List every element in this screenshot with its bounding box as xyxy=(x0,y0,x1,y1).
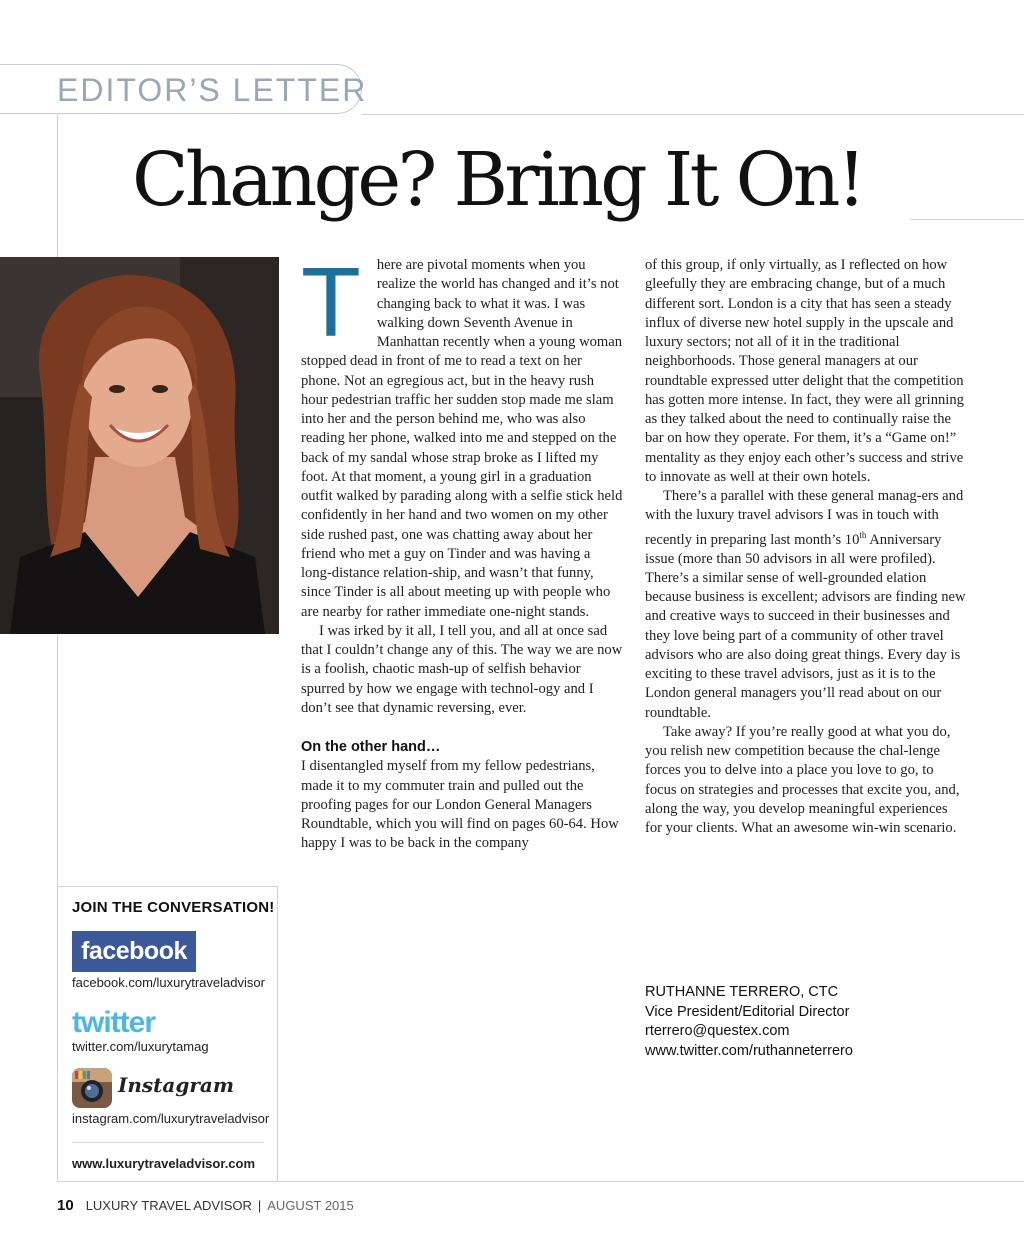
headline-rule xyxy=(910,219,1024,220)
page-footer xyxy=(57,1197,354,1214)
instagram-link[interactable]: instagram.com/luxurytraveladvisor xyxy=(72,1111,270,1126)
social-divider xyxy=(72,1142,264,1143)
article-text: There’s a parallel with these general manag-ers and with the luxury travel advisors I was in touch with recently in preparing last month’s 10 xyxy=(645,488,964,548)
website-link[interactable]: www.luxurytraveladvisor.com xyxy=(72,1156,256,1171)
author-twitter-link[interactable]: www.twitter.com/ruthanneterrero xyxy=(645,1042,853,1059)
social-box-right-rule xyxy=(277,886,278,1182)
publication-name: LUXURY TRAVEL ADVISOR xyxy=(85,1198,252,1213)
facebook-link[interactable]: facebook.com/luxurytraveladvisor xyxy=(72,975,265,990)
facebook-logo[interactable]: facebook xyxy=(72,931,196,972)
section-label: EDITOR’S LETTER xyxy=(57,72,368,108)
article-paragraph: here are pivotal moments when you realize the world has changed and it’s not changing back to what it was. I was walking down Seventh Avenue in Manhattan recently when a young woman stopped dead in front of me to read a text on her phone. Not an egregious act, but in the heavy rush hour pedestrian traffic her sudden stop made me slam into her and the person behind me, who was also reading her phone, walked into me and stepped on the back of my sandal whose strap broke as I lifted my foot. At that moment, a young girl in a graduation outfit walked by parading along with a selfie stick held confidently in her hand and two women on my other side rushed past, one was chatting away about her friend who met a guy on Tinder and was having a long-distance relation-ship, and wasn’t that funny, since Tinder is all about meeting up with people who are nearby for rather immediate one-night stands. xyxy=(301,257,623,620)
article-paragraph: I disentangled myself from my fellow pedestrians, made it to my commuter train and pulled out the proofing pages for our London General Managers Roundtable, which you will find on pages 60-64. How happy I was to be back in the company xyxy=(301,758,619,852)
instagram-logo[interactable]: Instagram xyxy=(118,1073,234,1097)
camera-icon xyxy=(72,1068,112,1108)
author-title: Vice President/Editorial Director xyxy=(645,1003,850,1020)
article-paragraph: of this group, if only virtually, as I reflected on how gleefully they are embracing change, but of a much different sort. London is a city that has seen a steady influx of diverse new hotel supply in the upscale and luxury sectors; not all of it in the traditional neighborhoods. Those general managers at our roundtable expressed utter delight that the competition has gotten more intense. In fact, they were all grinning as they talked about the need to continually raise the bar on how they operate. For them, it’s a “Game on!” mentality as they enjoy each other’s success and strive to innovate as well at their own hotels. xyxy=(645,257,964,485)
social-box-top-rule xyxy=(58,886,278,887)
editor-photo xyxy=(0,257,279,634)
author-signature xyxy=(645,983,853,1061)
article-text: Anniversary issue (more than 50 advisors in all were profiled). There’s a similar sense of well-grounded elation because business is excellent; advisors are finding new and creative ways to succeed in their businesses and they love being part of a community of other travel advisors who are also doing great things. Every day is exciting to these travel advisors, just as it is to the London general managers you’ll read about on our roundtable. xyxy=(645,531,966,721)
twitter-link[interactable]: twitter.com/luxurytamag xyxy=(72,1039,209,1054)
instagram-icon[interactable] xyxy=(72,1068,112,1108)
article-paragraph: I was irked by it all, I tell you, and all at once sad that I couldn’t change any of this. The way we are now is a foolish, chaotic mash-up of selfish behavior spurred by how we engage with technol-ogy and I don’t see that dynamic reversing, ever. xyxy=(301,622,623,716)
frame-left-rule xyxy=(57,114,58,257)
ordinal-suffix: th xyxy=(859,529,867,540)
article-column-2 xyxy=(645,256,967,838)
top-rule xyxy=(362,114,1024,115)
footer-separator: | xyxy=(257,1198,262,1213)
twitter-logo[interactable]: twitter xyxy=(72,1006,155,1039)
article-column-1 xyxy=(301,247,623,854)
author-email[interactable]: rterrero@questex.com xyxy=(645,1023,790,1039)
editor-portrait-icon xyxy=(0,257,279,634)
headline: Change? Bring It On! xyxy=(132,137,863,223)
social-title: JOIN THE CONVERSATION! xyxy=(72,899,275,916)
issue-date: AUGUST 2015 xyxy=(267,1198,354,1213)
author-name: RUTHANNE TERRERO, CTC xyxy=(645,984,839,1000)
article-paragraph: Take away? If you’re really good at what you do, you relish new competition because the chal-lenge forces you to delve into a place you love to go, to focus on strategies and processes that excite you, and, along the way, you develop meaningful experiences for your clients. What an awesome win-win scenario. xyxy=(645,723,960,837)
article-paragraph xyxy=(645,487,967,723)
article-subhead: On the other hand… xyxy=(301,739,441,755)
social-box xyxy=(58,886,278,1182)
drop-cap: T xyxy=(301,247,361,357)
page-number: 10 xyxy=(57,1197,74,1214)
